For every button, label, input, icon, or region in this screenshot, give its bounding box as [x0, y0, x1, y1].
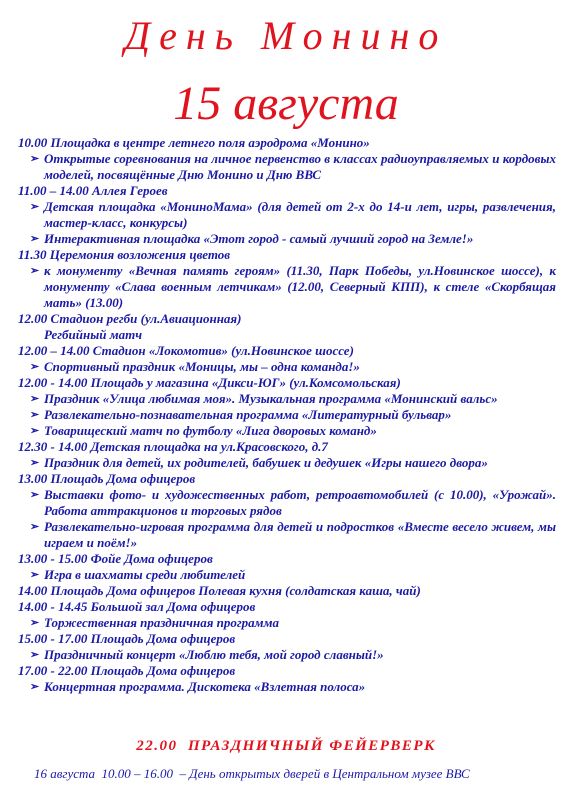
- item-text: Торжественная праздничная программа: [44, 615, 279, 630]
- list-item: [18, 199, 556, 231]
- section-items: [18, 487, 556, 551]
- program-section: [18, 311, 556, 343]
- item-text: Спортивный праздник «Моницы, мы – одна команда!»: [44, 359, 360, 374]
- section-items: [18, 263, 556, 311]
- program-section: [18, 183, 556, 247]
- item-text: Открытые соревнования на личное первенство в классах радиоуправляемых и кордовых моделей, посвящённые Дню Монино и Дню ВВС: [44, 151, 556, 182]
- item-text: Концертная программа. Дискотека «Взлетная полоса»: [44, 679, 366, 694]
- section-heading: 13.00 - 15.00 Фойе Дома офицеров: [18, 551, 213, 566]
- arrowhead-bullet-icon: ➢: [30, 265, 40, 277]
- arrowhead-bullet-icon: ➢: [30, 569, 40, 581]
- fireworks-announcement: 22.00 ПРАЗДНИЧНЫЙ ФЕЙЕРВЕРК: [136, 738, 436, 754]
- section-items: [18, 199, 556, 247]
- arrowhead-bullet-icon: ➢: [30, 201, 40, 213]
- section-heading: 15.00 - 17.00 Площадь Дома офицеров: [18, 631, 236, 646]
- program-section: [18, 247, 556, 311]
- program-section: [18, 439, 556, 471]
- section-heading: 10.00 Площадка в центре летнего поля аэродрома «Монино»: [18, 135, 370, 150]
- list-item: [18, 567, 556, 583]
- section-items: [18, 567, 556, 583]
- arrowhead-bullet-icon: ➢: [30, 617, 40, 629]
- item-text: Игра в шахматы среди любителей: [44, 567, 246, 582]
- list-item: [18, 487, 556, 519]
- list-item: [18, 359, 556, 375]
- list-item: [18, 151, 556, 183]
- item-text: Товарищеский матч по футболу «Лига дворовых команд»: [44, 423, 377, 438]
- item-text: Праздник «Улица любимая моя». Музыкальная программа «Монинский вальс»: [44, 391, 498, 406]
- list-item: [18, 231, 556, 247]
- section-heading: 11.30 Церемония возложения цветов: [18, 247, 231, 262]
- museum-open-day-note: 16 августа 10.00 – 16.00 – День открытых дверей в Центральном музее ВВС: [34, 766, 470, 781]
- item-text: Выставки фото- и художественных работ, ретроавтомобилей (с 10.00), «Урожай». Работа аттракционов и торговых рядов: [44, 487, 556, 518]
- arrowhead-bullet-icon: ➢: [30, 425, 40, 437]
- program-section: [18, 135, 556, 183]
- arrowhead-bullet-icon: ➢: [30, 393, 40, 405]
- list-item: [18, 263, 556, 311]
- item-text: Развлекательно-познавательная программа «Литературный бульвар»: [44, 407, 452, 422]
- list-item: [18, 679, 556, 695]
- list-item: [18, 391, 556, 407]
- list-item: [18, 455, 556, 471]
- section-heading: 12.00 - 14.00 Площадь у магазина «Дикси-ЮГ» (ул.Комсомольская): [18, 375, 401, 390]
- section-items: [18, 391, 556, 439]
- poster-date: 15 августа: [173, 77, 399, 130]
- program-section: [18, 663, 556, 695]
- section-heading: 12.00 – 14.00 Стадион «Локомотив» (ул.Новинское шоссе): [18, 343, 354, 358]
- arrowhead-bullet-icon: ➢: [30, 233, 40, 245]
- item-text: Праздник для детей, их родителей, бабушек и дедушек «Игры нашего двора»: [44, 455, 488, 470]
- list-item: [18, 615, 556, 631]
- section-items: [18, 647, 556, 663]
- arrowhead-bullet-icon: ➢: [30, 489, 40, 501]
- list-item: [18, 423, 556, 439]
- arrowhead-bullet-icon: ➢: [30, 649, 40, 661]
- program-section: [18, 631, 556, 663]
- section-heading: 12.30 - 14.00 Детская площадка на ул.Красовского, д.7: [18, 439, 328, 454]
- list-item: [18, 407, 556, 423]
- event-program: [18, 135, 556, 695]
- program-section: [18, 343, 556, 375]
- arrowhead-bullet-icon: ➢: [30, 521, 40, 533]
- program-section: [18, 375, 556, 439]
- section-heading: 12.00 Стадион регби (ул.Авиационная): [18, 311, 242, 326]
- arrowhead-bullet-icon: ➢: [30, 361, 40, 373]
- poster-title: День Монино: [124, 13, 448, 58]
- section-items: [18, 151, 556, 183]
- program-section: [18, 583, 556, 599]
- arrowhead-bullet-icon: ➢: [30, 681, 40, 693]
- item-text: Праздничный концерт «Люблю тебя, мой город славный!»: [44, 647, 384, 662]
- arrowhead-bullet-icon: ➢: [30, 409, 40, 421]
- item-text: Развлекательно-игровая программа для детей и подростков «Вместе весело живем, мы играем и поём!»: [44, 519, 556, 550]
- item-text: Детская площадка «МониноМама» (для детей от 2-х до 14-и лет, игры, развлечения, мастер-класс, конкурсы): [44, 199, 556, 230]
- section-items: [18, 359, 556, 375]
- item-text: к монументу «Вечная память героям» (11.30, Парк Победы, ул.Новинское шоссе), к монументу «Слава военным летчикам» (12.00, Северный КПП), к стеле «Скорбящая мать» (13.00): [44, 263, 556, 310]
- arrowhead-bullet-icon: ➢: [30, 153, 40, 165]
- arrowhead-bullet-icon: ➢: [30, 457, 40, 469]
- section-heading: 11.00 – 14.00 Аллея Героев: [18, 183, 168, 198]
- program-section: [18, 471, 556, 551]
- section-subheading: Регбийный матч: [44, 327, 143, 342]
- section-heading: 14.00 Площадь Дома офицеров Полевая кухня (солдатская каша, чай): [18, 583, 421, 598]
- item-text: Интерактивная площадка «Этот город - самый лучший город на Земле!»: [44, 231, 474, 246]
- section-heading: 13.00 Площадь Дома офицеров: [18, 471, 196, 486]
- section-items: [18, 679, 556, 695]
- list-item: [18, 647, 556, 663]
- program-section: [18, 551, 556, 583]
- section-heading: 17.00 - 22.00 Площадь Дома офицеров: [18, 663, 236, 678]
- section-heading: 14.00 - 14.45 Большой зал Дома офицеров: [18, 599, 256, 614]
- list-item: [18, 519, 556, 551]
- section-items: [18, 615, 556, 631]
- section-items: [18, 455, 556, 471]
- program-section: [18, 599, 556, 631]
